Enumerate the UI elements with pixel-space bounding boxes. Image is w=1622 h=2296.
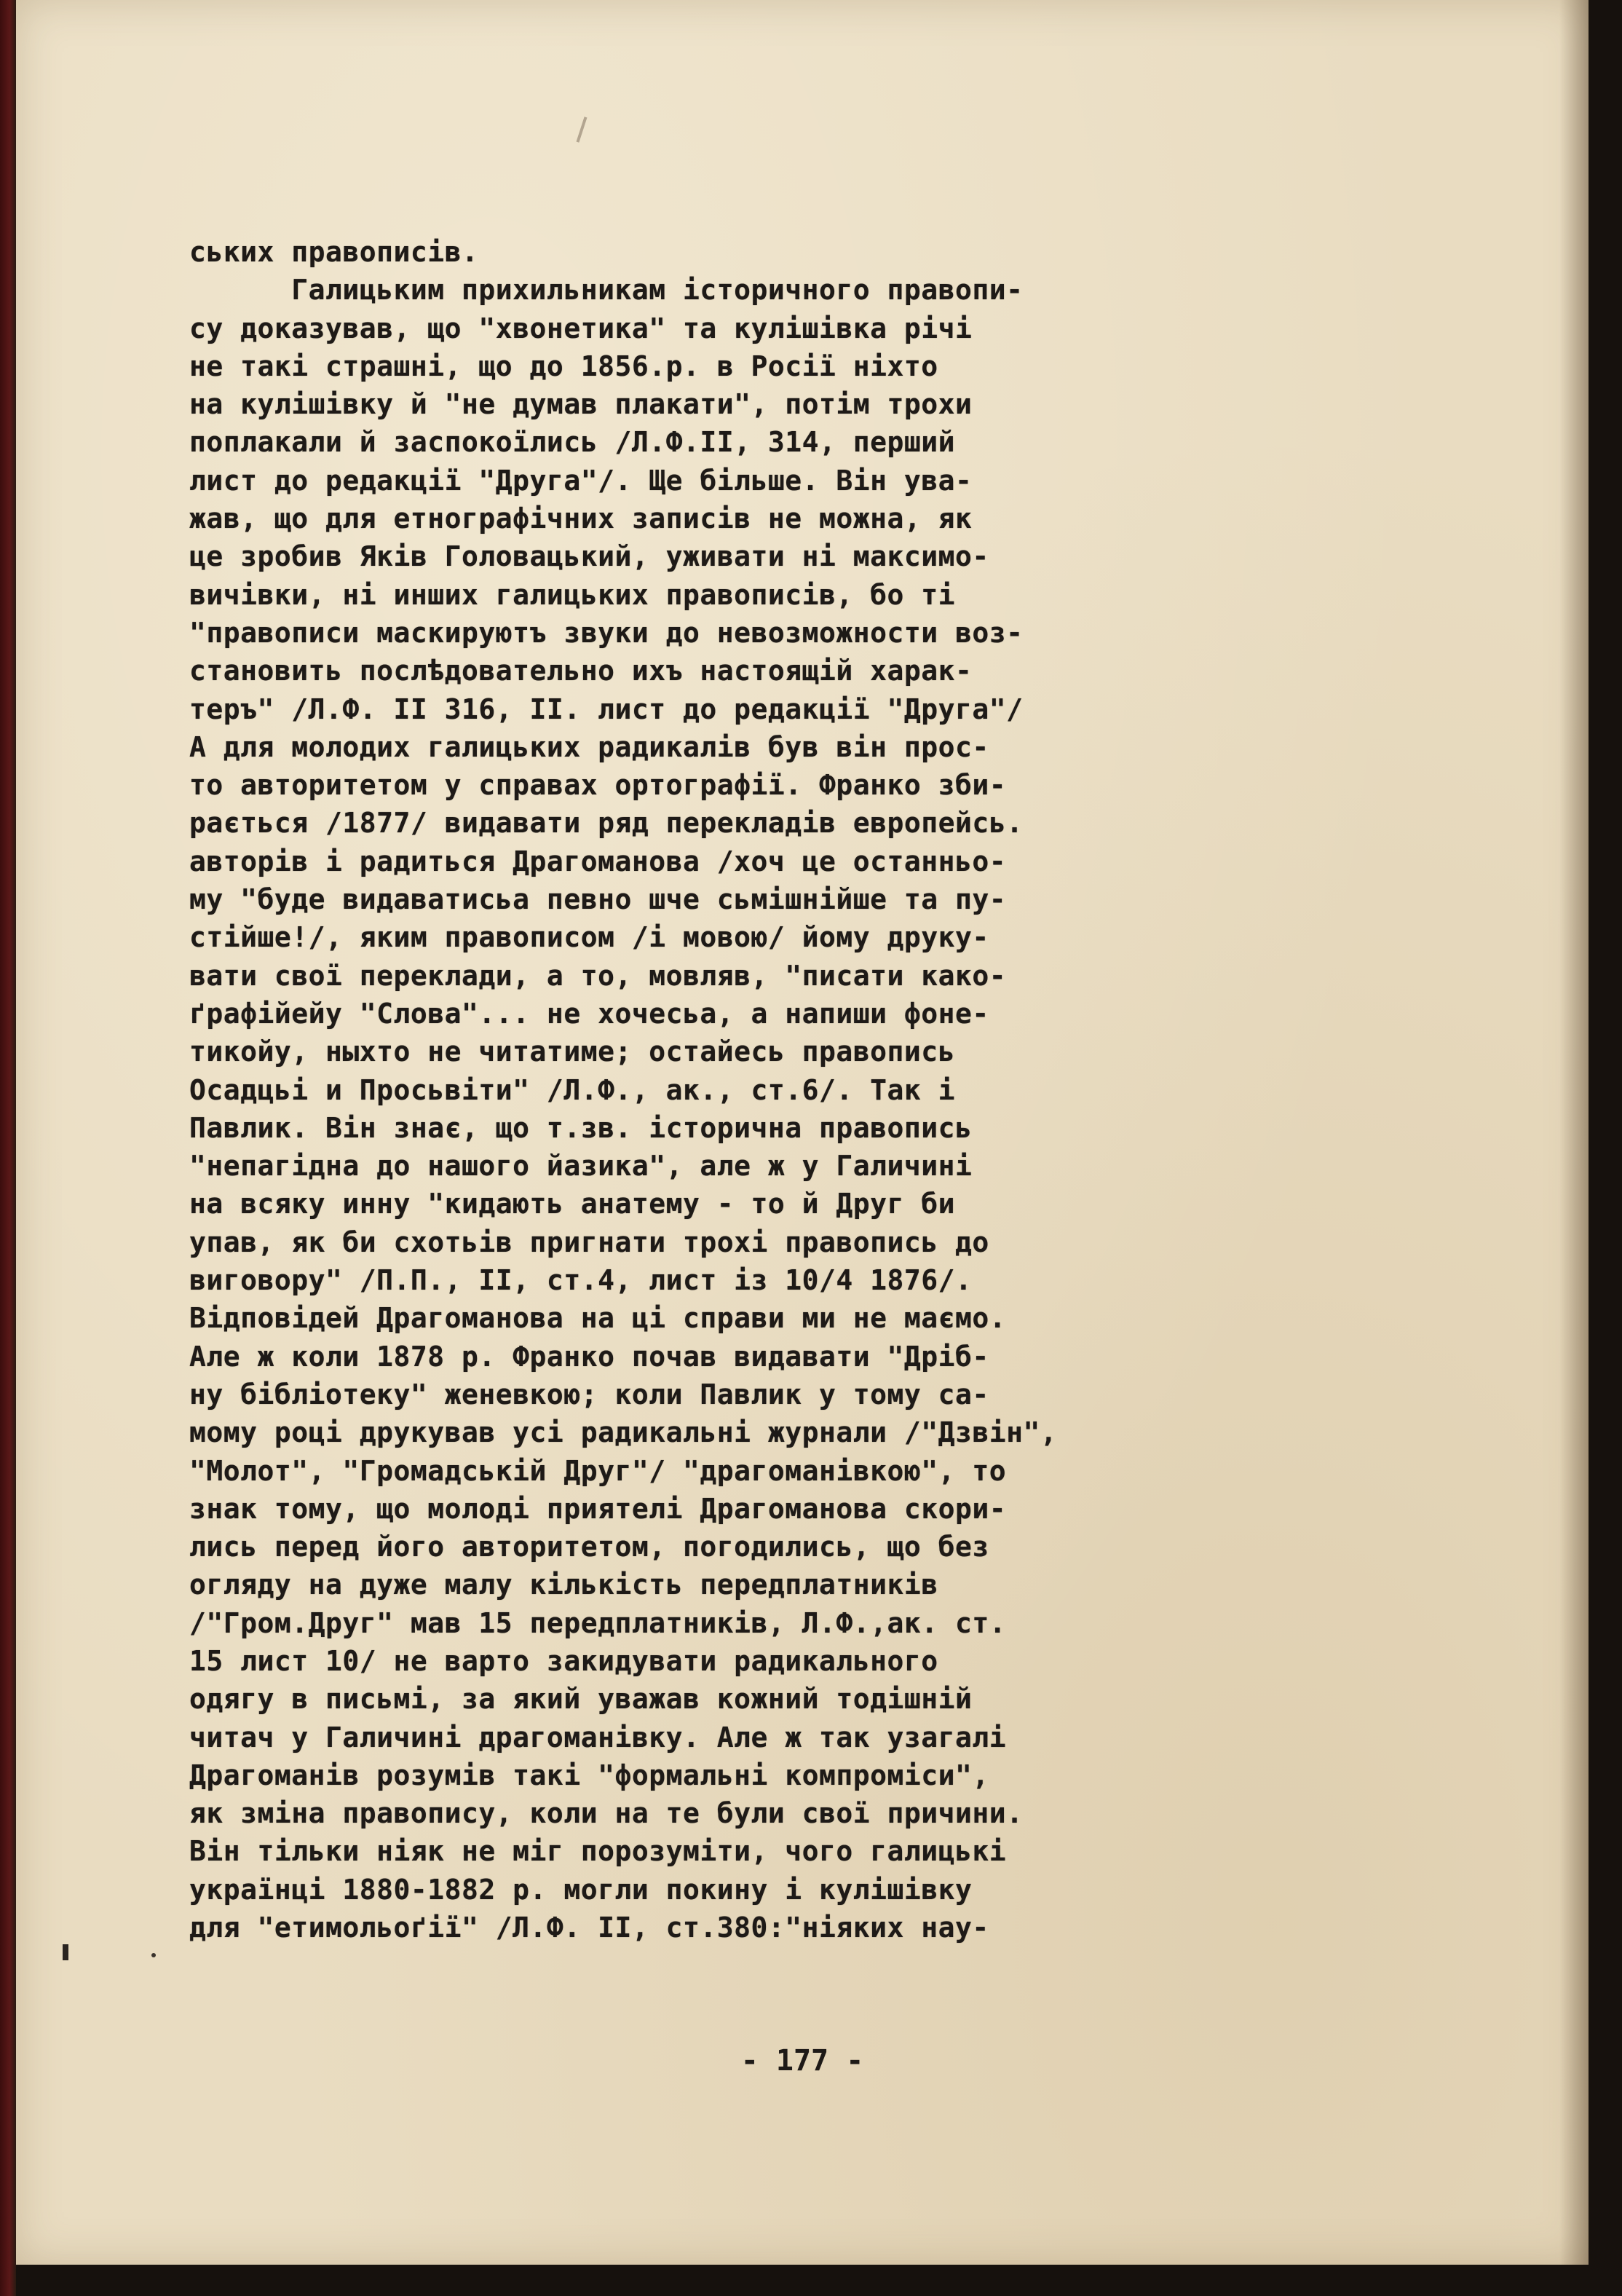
book-spine-edge: [0, 0, 16, 2296]
text-line: упав, як би схотьів пригнати трохі правопись до: [189, 1226, 989, 1258]
text-line: лист до редакції "Друга"/. Ще більше. Він ува-: [189, 464, 973, 497]
text-line: не такі страшні, що до 1856.р. в Росії ніхто: [189, 350, 938, 382]
text-line: Він тільки ніяк не міг порозуміти, чого галицькі: [189, 1835, 1007, 1868]
text-line: одягу в письмі, за який уважав кожний тодішній: [189, 1683, 973, 1716]
text-line: знак тому, що молоді приятелі Драгоманова скори-: [189, 1492, 1007, 1525]
text-line: "правописи маскируютъ звуки до невозможности воз-: [189, 616, 1024, 649]
text-line: на всяку инну "кидають анатему - то й Друг би: [189, 1188, 956, 1220]
text-line: мому році друкував усі радикальні журнали /"Дзвін",: [189, 1416, 1058, 1449]
text-line: му "буде видаватисьа певно шче сьмішнійше та пу-: [189, 883, 1007, 916]
text-line: Осадцьі и Просьвіти" /Л.Ф., ак., ст.6/. Так і: [189, 1073, 956, 1106]
text-line: стійше!/, яким правописом /і мовою/ йому друку-: [189, 921, 989, 954]
text-line: тикойу, ныхто не читатиме; остайесь правопись: [189, 1035, 956, 1068]
text-line: на кулішівку й "не думав плакати", потім трохи: [189, 388, 973, 421]
text-line: поплакали й заспокоїлись /Л.Ф.II, 314, перший: [189, 426, 956, 459]
text-line: ських правописів.: [189, 236, 479, 268]
page-edge-shadow: [1559, 0, 1589, 2265]
text-line: теръ" /Л.Ф. II 316, II. лист до редакції "Друга"/: [189, 693, 1024, 725]
text-line: А для молодих галицьких радикалів був він прос-: [189, 730, 989, 763]
text-line: вичівки, ні инших галицьких правописів, бо ті: [189, 578, 956, 611]
text-line: Драгоманів розумів такі "формальні компроміси",: [189, 1759, 989, 1791]
text-line: читач у Галичині драгоманівку. Але ж так узагалі: [189, 1721, 1007, 1753]
text-line: українці 1880-1882 р. могли покину і кулішівку: [189, 1873, 973, 1906]
page-number: - 177 -: [740, 2044, 864, 2078]
text-line: жав, що для етнографічних записів не можна, як: [189, 502, 973, 535]
text-line: "непагідна до нашого йазика", але ж у Галичині: [189, 1150, 973, 1183]
text-line: для "етимольоґії" /Л.Ф. II, ст.380:"ніяких нау-: [189, 1912, 989, 1944]
text-line: 15 лист 10/ не варто закидувати радикального: [189, 1644, 938, 1677]
text-line: Галицьким прихильникам історичного правопи-: [189, 274, 1024, 307]
text-line: лись перед його авторитетом, погодились, що без: [189, 1531, 989, 1563]
text-line: ґрафійейу "Слова"... не хочесьа, а напиши фоне-: [189, 997, 989, 1030]
text-line: це зробив Яків Головацький, уживати ні максимо-: [189, 540, 989, 573]
text-line: Але ж коли 1878 р. Франко почав видавати "Дріб-: [189, 1340, 989, 1373]
text-line: "Молот", "Громадській Друг"/ "драгоманівкою", то: [189, 1454, 1007, 1487]
typewritten-text-block: [189, 233, 1427, 1946]
text-line: то авторитетом у справах ортографії. Франко зби-: [189, 769, 1007, 802]
text-line: /"Гром.Друг" мав 15 передплатників, Л.Ф.,ак. ст.: [189, 1606, 1007, 1639]
text-line: ну бібліотеку" женевкою; коли Павлик у тому са-: [189, 1378, 989, 1411]
text-line: становить послѣдовательно ихъ настоящій харак-: [189, 655, 973, 687]
text-line: вати свої переклади, а то, мовляв, "писати како-: [189, 959, 1007, 992]
document-page: [16, 0, 1589, 2265]
margin-mark: [63, 1944, 68, 1960]
text-line: авторів і радиться Драгоманова /хоч це останньо-: [189, 845, 1007, 877]
text-line: су доказував, що "хвонетика" та кулішівка річі: [189, 312, 973, 344]
text-line: виговору" /П.П., II, ст.4, лист із 10/4 1876/.: [189, 1264, 973, 1297]
text-line: огляду на дуже малу кількість передплатників: [189, 1569, 938, 1601]
text-line: рається /1877/ видавати ряд перекладів европейсь.: [189, 807, 1024, 840]
pencil-mark: [577, 117, 588, 142]
text-line: Павлик. Він знає, що т.зв. історична правопись: [189, 1111, 973, 1144]
text-line: Відповідей Драгоманова на ці справи ми не маємо.: [189, 1302, 1007, 1335]
text-line: як зміна правопису, коли на те були свої причини.: [189, 1797, 1024, 1830]
margin-dot: [151, 1953, 156, 1957]
